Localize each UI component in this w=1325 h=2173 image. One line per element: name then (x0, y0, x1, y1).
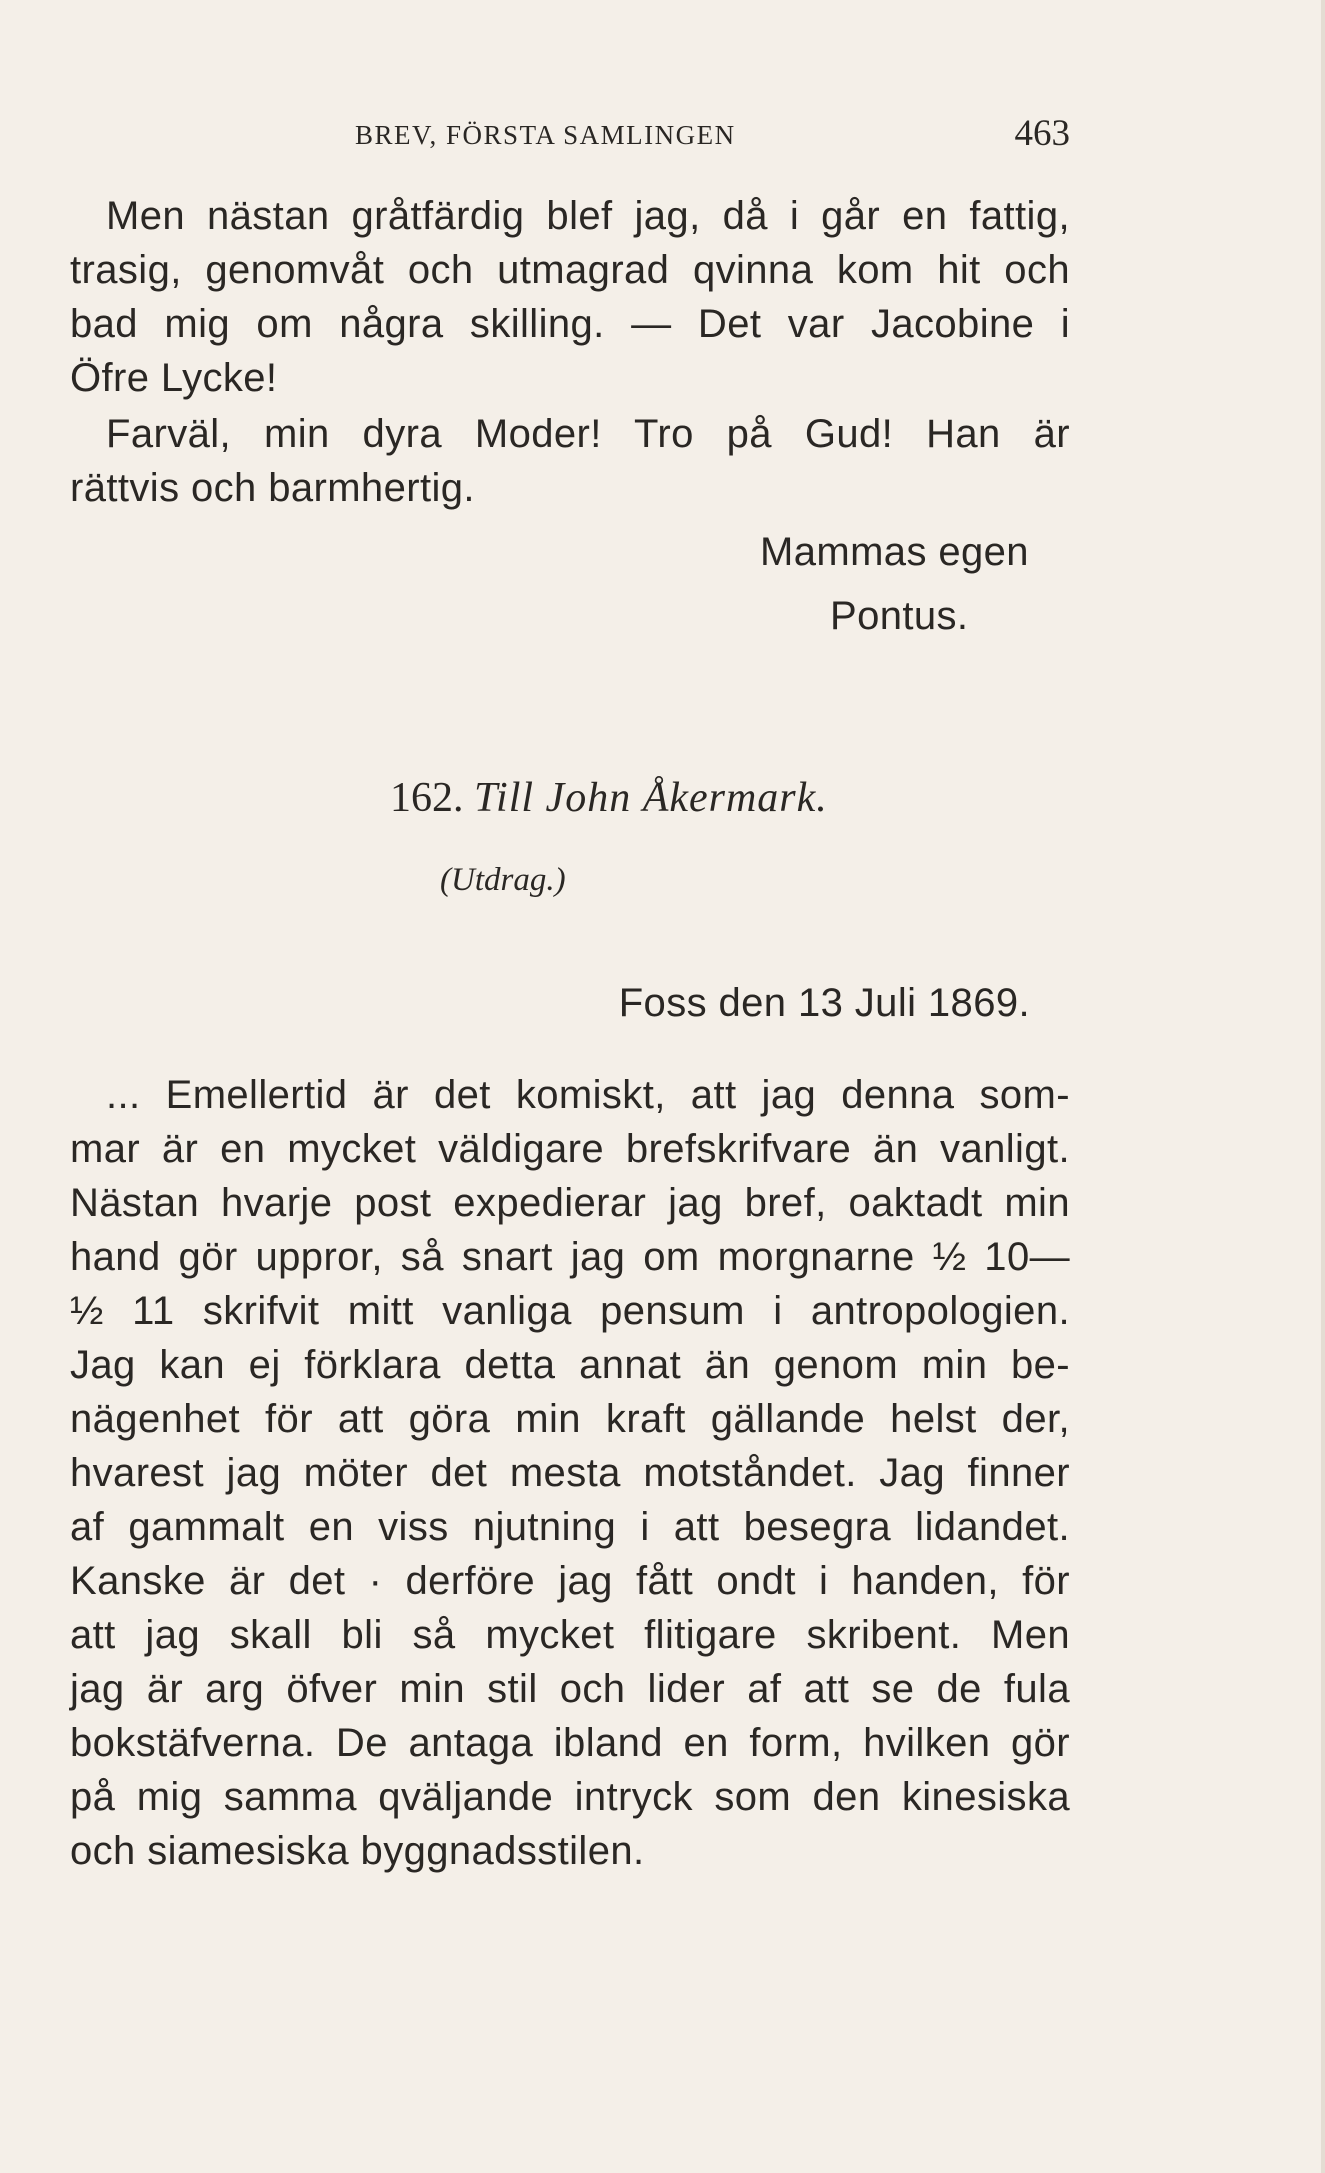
page-header (70, 112, 1070, 162)
text-line: mar är en mycket väldigare brefskrifvare än vanligt. (70, 1127, 1070, 1171)
text-line: Farväl, min dyra Moder! Tro på Gud! Han är (106, 412, 1070, 456)
page-edge (1321, 0, 1325, 2173)
text-line: trasig, genomvåt och utmagrad qvinna kom hit och (70, 248, 1070, 292)
text-line: Jag kan ej förklara detta annat än genom min be- (70, 1343, 1070, 1387)
text-line: af gammalt en viss njutning i att besegra lidandet. (70, 1505, 1070, 1549)
running-head: BREV, FÖRSTA SAMLINGEN (355, 120, 736, 150)
extract-note: (Utdrag.) (440, 862, 566, 898)
letter-recipient: Till John Åkermark. (474, 775, 828, 821)
text-line: jag är arg öfver min stil och lider af att se de fula (70, 1667, 1070, 1711)
page-number: 463 (1014, 113, 1070, 154)
dateline: Foss den 13 Juli 1869. (618, 981, 1030, 1025)
letter-heading (390, 768, 910, 828)
text-line: ½ 11 skrifvit mitt vanliga pensum i antropologien. (70, 1289, 1070, 1333)
text-line: rättvis och barmhertig. (70, 466, 475, 510)
text-line: Kanske är det · derföre jag fått ondt i handen, för (70, 1559, 1070, 1603)
signature: Pontus. (830, 594, 969, 638)
text-line: nägenhet för att göra min kraft gällande helst der, (70, 1397, 1070, 1441)
text-line: Nästan hvarje post expedierar jag bref, oaktadt min (70, 1181, 1070, 1225)
text-line: Öfre Lycke! (70, 356, 278, 400)
text-line: hand gör uppror, så snart jag om morgnarne ½ 10— (70, 1235, 1070, 1279)
text-line: ... Emellertid är det komiskt, att jag denna som- (106, 1073, 1070, 1117)
text-line: att jag skall bli så mycket flitigare skribent. Men (70, 1613, 1070, 1657)
text-line: bad mig om några skilling. — Det var Jacobine i (70, 302, 1070, 346)
text-line: hvarest jag möter det mesta motståndet. Jag finner (70, 1451, 1070, 1495)
text-line: och siamesiska byggnadsstilen. (70, 1829, 645, 1873)
text-line: bokstäfverna. De antaga ibland en form, hvilken gör (70, 1721, 1070, 1765)
closing-line: Mammas egen (760, 530, 1029, 574)
letter-number: 162. (390, 775, 464, 821)
text-line: på mig samma qväljande intryck som den kinesiska (70, 1775, 1070, 1819)
text-line: Men nästan gråtfärdig blef jag, då i går en fattig, (106, 194, 1070, 238)
